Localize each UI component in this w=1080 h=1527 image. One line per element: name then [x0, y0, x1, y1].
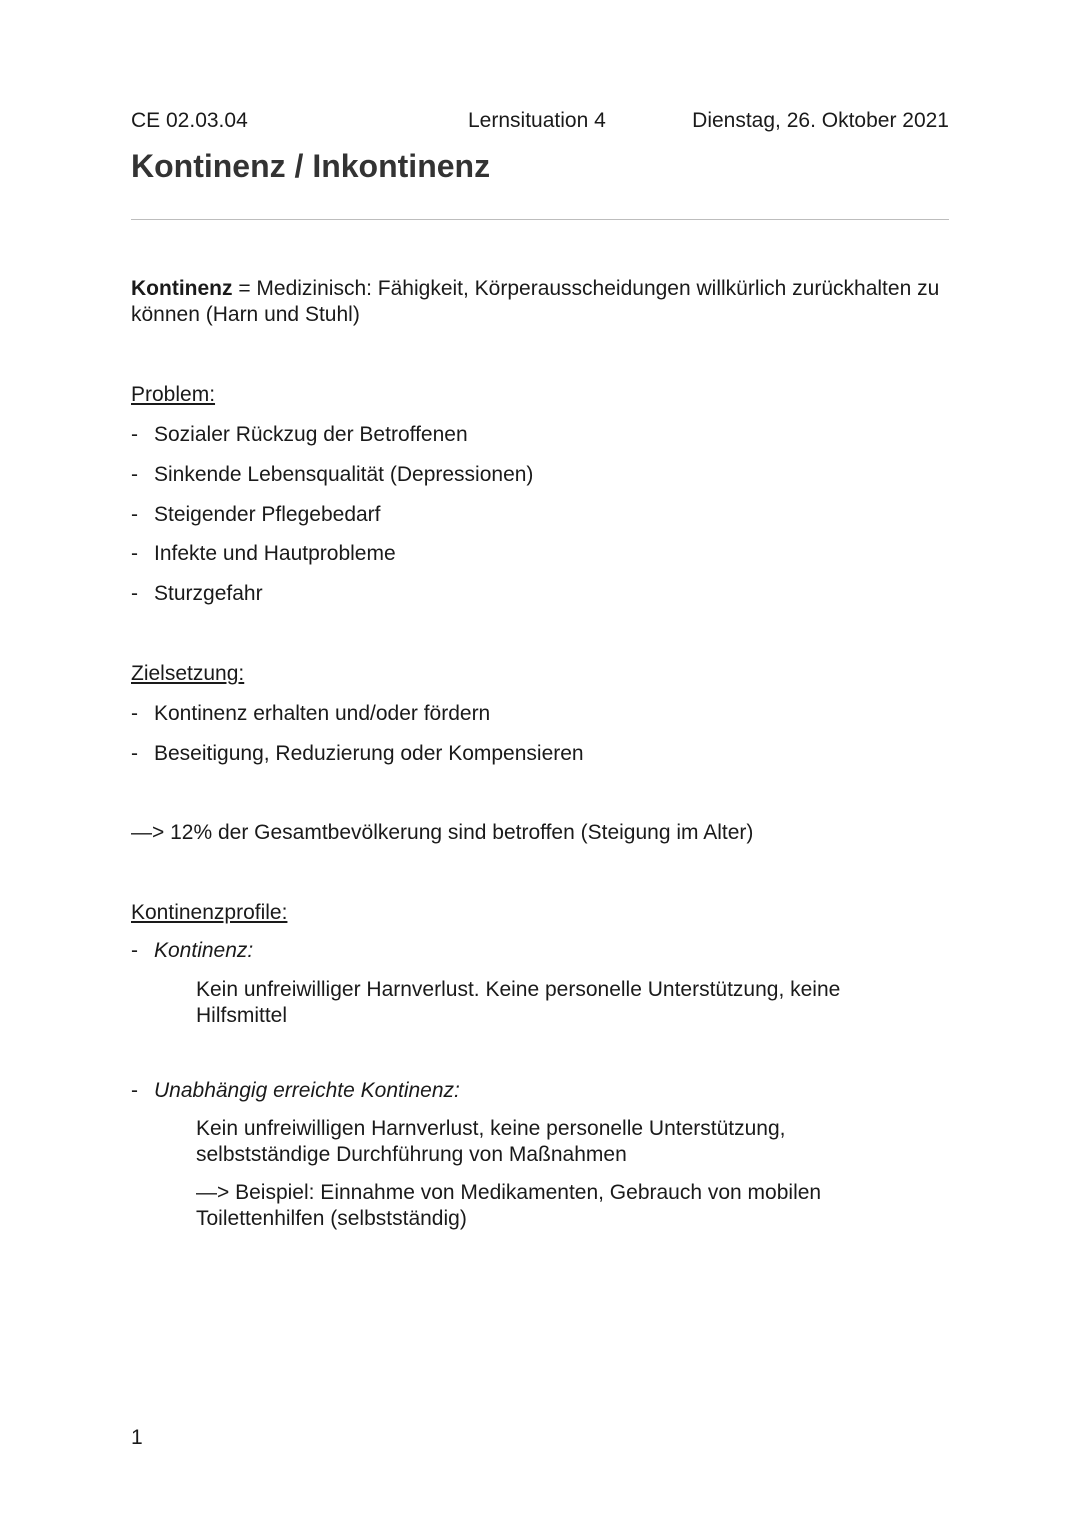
problem-item: - Sinkende Lebensqualität (Depressionen) [131, 463, 534, 486]
problem-item: - Sozialer Rückzug der Betroffenen [131, 423, 468, 446]
definition [131, 276, 949, 328]
profile-item: - Kontinenz: [131, 939, 254, 962]
definition-text: = Medizinisch: Fähigkeit, Körperausscheidungen willkürlich zurückhalten zu können (Harn und Stuhl) [131, 277, 940, 326]
goals-heading: Zielsetzung: [131, 662, 245, 685]
profiles-heading: Kontinenzprofile: [131, 901, 288, 924]
date: Dienstag, 26. Oktober 2021 [692, 109, 949, 132]
goal-item: - Kontinenz erhalten und/oder fördern [131, 702, 491, 725]
course-code: CE 02.03.04 [131, 109, 248, 132]
profile-description: Kein unfreiwilligen Harnverlust, keine personelle Unterstützung, selbstständige Durchführung von Maßnahmen [196, 1117, 786, 1166]
learning-situation: Lernsituation 4 [468, 109, 606, 132]
profile-item: - Unabhängig erreichte Kontinenz: [131, 1079, 460, 1102]
problem-item: - Infekte und Hautprobleme [131, 542, 396, 565]
profile-name: Kontinenz: [154, 939, 254, 962]
problem-item: - Steigender Pflegebedarf [131, 503, 381, 526]
divider [131, 219, 949, 220]
page-number: 1 [131, 1426, 143, 1449]
problem-item: - Sturzgefahr [131, 582, 263, 605]
definition-term: Kontinenz [131, 277, 233, 300]
profile-description: Kein unfreiwilliger Harnverlust. Keine personelle Unterstützung, keine Hilfsmittel [196, 978, 841, 1027]
statistic-note: —> 12% der Gesamtbevölkerung sind betroffen (Steigung im Alter) [131, 821, 754, 844]
goal-item: - Beseitigung, Reduzierung oder Kompensieren [131, 742, 584, 765]
page-title: Kontinenz / Inkontinenz [131, 148, 491, 184]
profile-name: Unabhängig erreichte Kontinenz: [154, 1079, 460, 1102]
problem-heading: Problem: [131, 383, 216, 406]
profile-example: —> Beispiel: Einnahme von Medikamenten, Gebrauch von mobilen Toilettenhilfen (selbstständig) [196, 1181, 822, 1230]
